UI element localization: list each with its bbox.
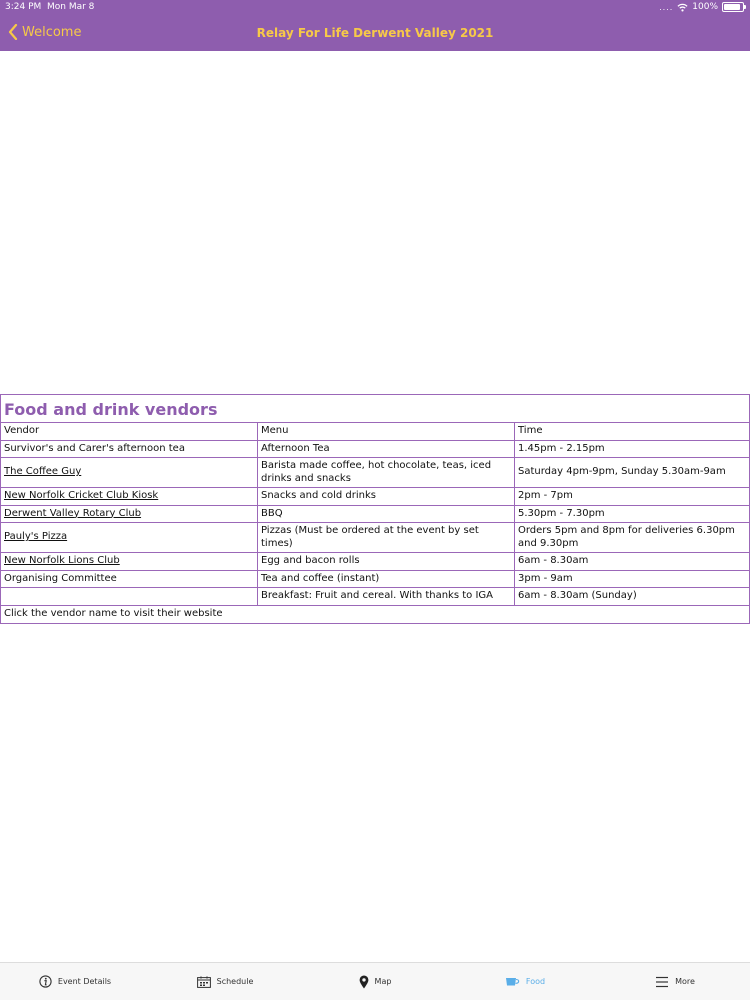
tab-label: Map [374, 977, 392, 986]
table-row [1, 458, 749, 488]
vendor-link-lions-club[interactable]: New Norfolk Lions Club [4, 555, 120, 566]
time-cell: 5.30pm - 7.30pm [515, 505, 750, 523]
menu-cell: Pizzas (Must be ordered at the event by set times) [258, 523, 515, 553]
vendor-panel [0, 394, 750, 624]
table-row [1, 570, 749, 588]
tab-event-details[interactable] [0, 963, 150, 1000]
vendor-link-the-coffee-guy[interactable]: The Coffee Guy [4, 466, 82, 478]
table-row [1, 523, 749, 553]
battery-percent: 100% [692, 2, 718, 12]
vendor-cell [1, 553, 258, 571]
column-header-menu: Menu [258, 423, 515, 440]
table-row [1, 588, 749, 605]
vendor-table [1, 423, 749, 605]
vendor-link-cricket-club-kiosk[interactable]: New Norfolk Cricket Club Kiosk [4, 490, 159, 501]
tab-label: Schedule [216, 977, 254, 986]
tab-label: Event Details [57, 977, 112, 986]
vendor-cell [1, 523, 258, 553]
time-cell: 6am - 8.30am [515, 553, 750, 571]
status-date: Mon Mar 8 [47, 2, 95, 12]
battery-icon [722, 2, 744, 12]
menu-cell: Tea and coffee (instant) [258, 570, 515, 588]
wifi-icon [677, 3, 688, 12]
time-cell: Orders 5pm and 8pm for deliveries 6.30pm and 9.30pm [515, 523, 750, 553]
menu-icon [655, 976, 669, 988]
menu-cell: Breakfast: Fruit and cereal. With thanks to IGA [258, 588, 515, 605]
vendor-cell: Organising Committee [1, 570, 258, 588]
time-cell: 3pm - 9am [515, 570, 750, 588]
column-header-vendor: Vendor [1, 423, 258, 440]
table-row [1, 488, 749, 506]
table-header-row [1, 423, 749, 440]
app-header [0, 0, 750, 51]
menu-cell: Afternoon Tea [258, 440, 515, 458]
signal-icon: .... [659, 2, 674, 12]
time-cell: 1.45pm - 2.15pm [515, 440, 750, 458]
status-time: 3:24 PM [5, 2, 42, 12]
vendor-note: Click the vendor name to visit their website [1, 605, 749, 623]
vendor-link-rotary-club[interactable]: Derwent Valley Rotary Club [4, 507, 142, 519]
vendor-cell [1, 505, 258, 523]
tab-food[interactable] [450, 963, 600, 1000]
back-label: Welcome [22, 24, 82, 40]
column-header-time: Time [515, 423, 750, 440]
vendor-heading: Food and drink vendors [1, 395, 749, 423]
tab-label: Food [525, 977, 546, 986]
table-row [1, 553, 749, 571]
tab-more[interactable] [600, 963, 750, 1000]
menu-cell: BBQ [258, 505, 515, 523]
status-bar [0, 0, 750, 15]
time-cell: 2pm - 7pm [515, 488, 750, 506]
time-cell: Saturday 4pm-9pm, Sunday 5.30am-9am [515, 458, 750, 488]
coffee-cup-icon [505, 976, 520, 987]
vendor-link-paulys-pizza[interactable]: Pauly's Pizza [4, 531, 68, 543]
tab-map[interactable] [300, 963, 450, 1000]
menu-cell: Barista made coffee, hot chocolate, teas, iced drinks and snacks [258, 458, 515, 488]
vendor-cell [1, 588, 258, 605]
vendor-cell: Survivor's and Carer's afternoon tea [1, 440, 258, 458]
table-row [1, 440, 749, 458]
status-indicators [659, 2, 744, 12]
vendor-cell [1, 488, 258, 506]
table-row [1, 505, 749, 523]
calendar-icon [197, 976, 211, 988]
info-icon [39, 975, 52, 988]
vendor-cell [1, 458, 258, 488]
tab-schedule[interactable] [150, 963, 300, 1000]
menu-cell: Egg and bacon rolls [258, 553, 515, 571]
tab-bar [0, 962, 750, 1000]
time-cell: 6am - 8.30am (Sunday) [518, 590, 637, 601]
page-title: Relay For Life Derwent Valley 2021 [256, 26, 494, 40]
menu-cell: Snacks and cold drinks [258, 488, 515, 506]
tab-label: More [675, 977, 695, 986]
map-pin-icon [359, 975, 369, 989]
